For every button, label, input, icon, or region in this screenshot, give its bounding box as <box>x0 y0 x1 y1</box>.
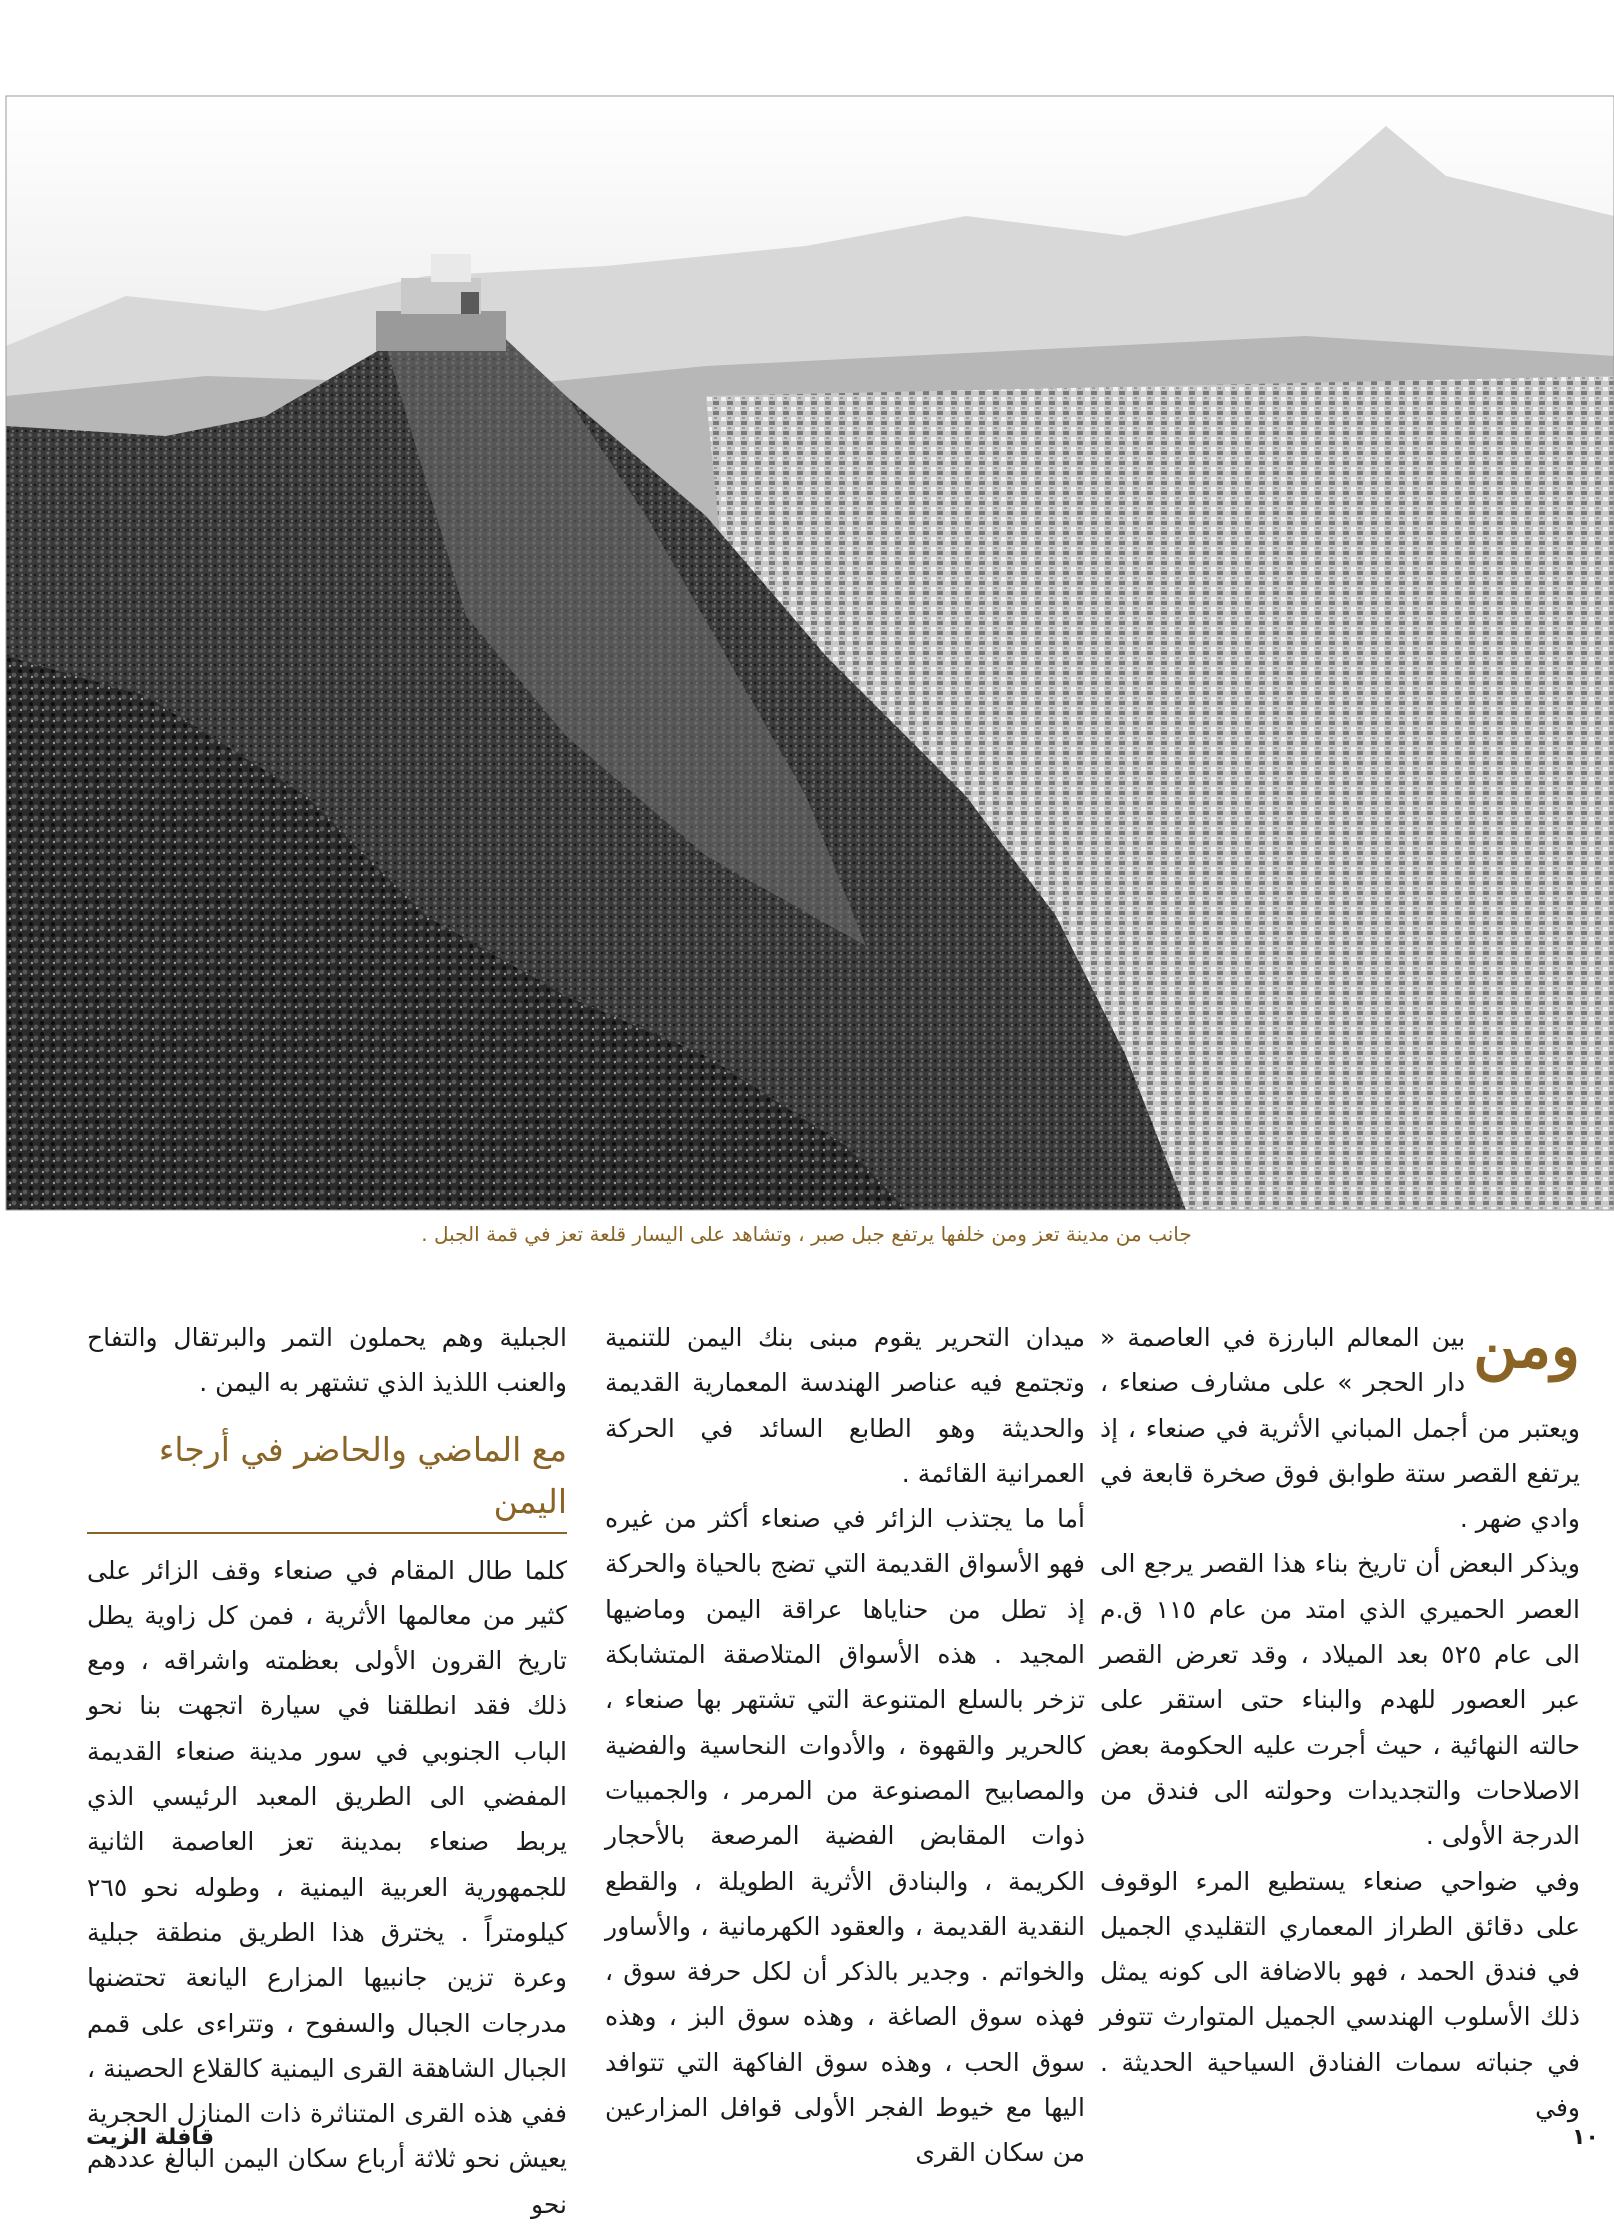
paragraph: بين المعالم البارزة في العاصمة « دار الحجر » على مشارف صنعاء ، ويعتبر من أجمل المباني الأثرية في صنعاء ، إذ يرتفع القصر ستة طوابق فوق صخرة قابعة في وادي ضهر . <box>1100 1323 1580 1534</box>
article-column-right <box>1100 1312 1580 2123</box>
paragraph: أما ما يجتذب الزائر في صنعاء أكثر من غيره فهو الأسواق القديمة التي تضج بالحياة والحركة إذ تطل من حناياها عراقة اليمن وماضيها المجيد . هذه الأسواق المتلاصقة المتشابكة تزخر بالسلع المتنوعة التي تشتهر بها صنعاء ، كالحرير والقهوة ، والأدوات النحاسية والفضية والمصابيح المصنوعة من المرمر ، والجمبيات ذوات المقابض الفضية المرصعة بالأحجار الكريمة ، والبنادق الأثرية الطويلة ، والقطع النقدية القديمة ، والعقود الكهرمانية ، والأساور والخواتم . وجدير بالذكر أن لكل حرفة سوق ، فهذه سوق الصاغة ، وهذه سوق البز ، وهذه سوق الحب ، وهذه سوق الفاكهة التي تتوافد اليها مع خيوط الفجر الأولى قوافل المزارعين من سكان القرى <box>605 1504 1085 2168</box>
magazine-title: قافلة الزيت <box>86 2125 215 2150</box>
paragraph: الجبلية وهم يحملون التمر والبرتقال والتفاح والعنب اللذيذ الذي تشتهر به اليمن . <box>87 1323 567 1398</box>
landscape-photo <box>6 96 1614 1210</box>
article-column-middle <box>605 1315 1085 2168</box>
photo-caption: جانب من مدينة تعز ومن خلفها يرتفع جبل صبر ، وتشاهد على اليسار قلعة تعز في قمة الجبل . <box>421 1222 1192 1246</box>
paragraph: وفي ضواحي صنعاء يستطيع المرء الوقوف على دقائق الطراز المعماري التقليدي الجميل في فندق الحمد ، فهو بالاضافة الى كونه يمثل ذلك الأسلوب الهندسي الجميل المتوارث تتوفر في جنباته سمات الفنادق السياحية الحديثة . وفي <box>1100 1866 1580 2123</box>
paragraph: ميدان التحرير يقوم مبنى بنك اليمن للتنمية وتجتمع فيه عناصر الهندسة المعمارية القديمة والحديثة وهو الطابع السائد في الحركة العمرانية القائمة . <box>605 1323 1085 1488</box>
dropcap: ومن <box>1473 1312 1580 1382</box>
paragraph: كلما طال المقام في صنعاء وقف الزائر على كثير من معالمها الأثرية ، فمن كل زاوية يطل تاريخ القرون الأولى بعظمته واشراقه ، ومع ذلك فقد انطلقنا في سيارة اتجهت بنا نحو الباب الجنوبي في سور مدينة صنعاء القديمة المفضي الى الطريق المعبد الرئيسي الذي يربط صنعاء بمدينة تعز العاصمة الثانية للجمهورية العربية اليمنية ، وطوله نحو ٢٦٥ كيلومتراً . يخترق هذا الطريق منطقة جبلية وعرة تزين جانبيها المزارع اليانعة تحتضنها مدرجات الجبال والسفوح ، وتتراءى على قمم الجبال الشاهقة القرى اليمنية كالقلاع الحصينة ، ففي هذه القرى المتناثرة ذات المنازل الحجرية يعيش نحو ثلاثة أرباع سكان اليمن البالغ عددهم نحو <box>87 1555 567 2219</box>
section-subheading: مع الماضي والحاضر في أرجاء اليمن <box>87 1424 567 1534</box>
page-number: ١٠ <box>1572 2125 1599 2150</box>
paragraph: ويذكر البعض أن تاريخ بناء هذا القصر يرجع الى العصر الحميري الذي امتد من عام ١١٥ ق.م الى عام ٥٢٥ بعد الميلاد ، وقد تعرض القصر عبر العصور للهدم والبناء حتى استقر على حالته النهائية ، حيث أجرت عليه الحكومة بعض الاصلاحات والتجديدات وحولته الى فندق من الدرجة الأولى . <box>1100 1549 1580 1851</box>
